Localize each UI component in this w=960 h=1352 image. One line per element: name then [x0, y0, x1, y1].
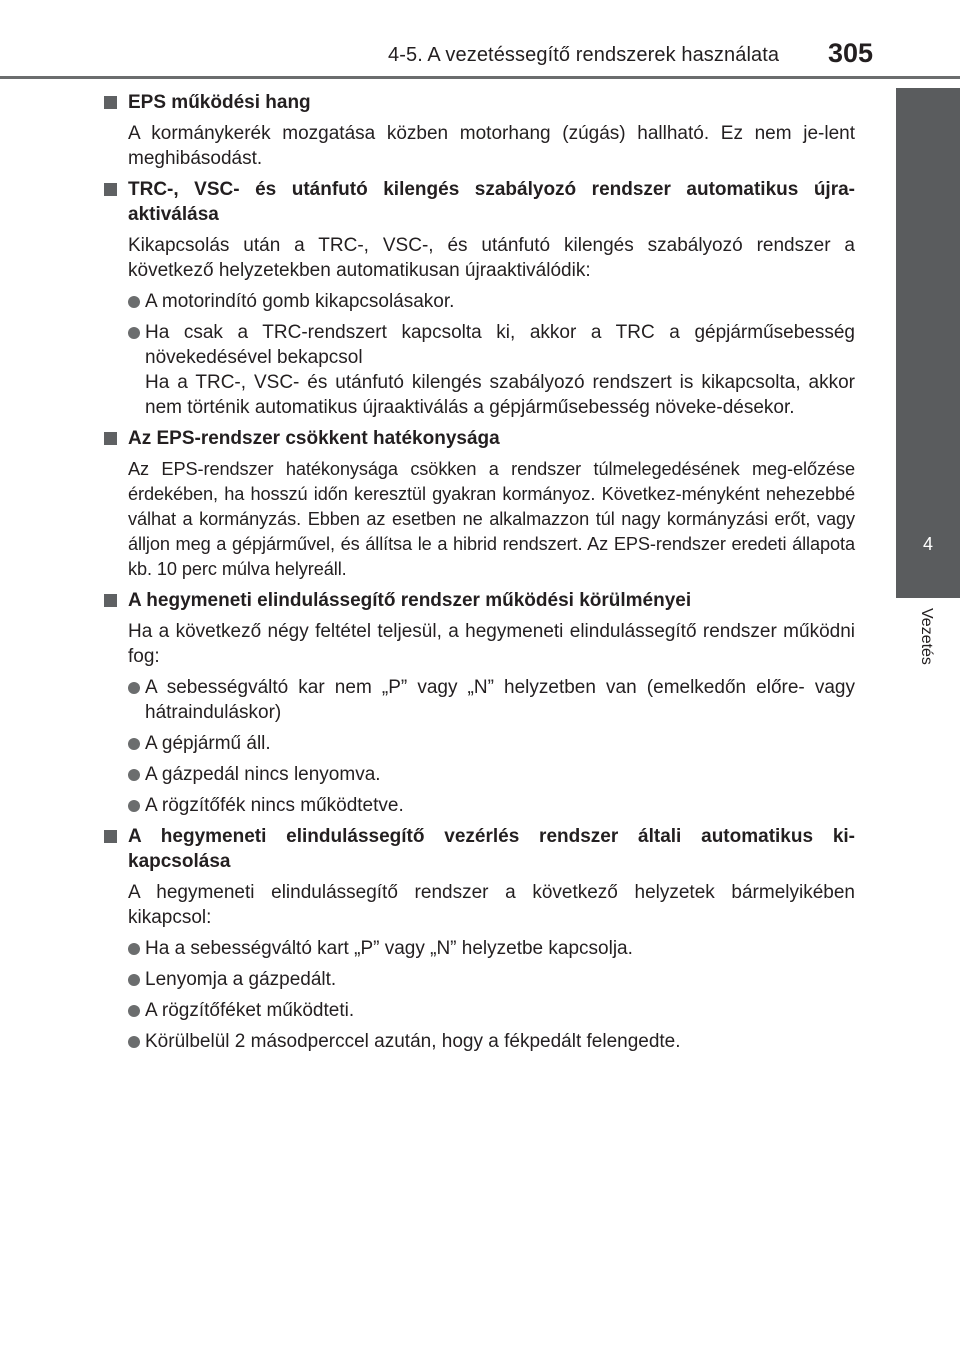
round-bullet-icon: [128, 738, 140, 750]
square-bullet-icon: [104, 432, 117, 445]
square-bullet-icon: [104, 830, 117, 843]
section-hill-start-auto-off: [100, 824, 855, 1054]
section-title: 4-5. A vezetéssegítő rendszerek használata: [388, 44, 780, 66]
side-tab-chapter-box: [896, 514, 960, 598]
header-divider: [0, 76, 960, 79]
list-item: Körülbelül 2 másodperccel azután, hogy a fékpedált felengedte.: [100, 1029, 855, 1054]
list-item: A sebességváltó kar nem „P” vagy „N” helyzetben van (emelkedőn előre- vagy hátrainduláskor): [100, 675, 855, 725]
chapter-number: 4: [922, 534, 933, 554]
list-item: A gépjármű áll.: [100, 731, 855, 756]
round-bullet-icon: [128, 1005, 140, 1017]
side-tab-bar: [896, 88, 960, 514]
square-bullet-icon: [104, 594, 117, 607]
round-bullet-icon: [128, 974, 140, 986]
list-item: A rögzítőféket működteti.: [100, 998, 855, 1023]
list-item: A gázpedál nincs lenyomva.: [100, 762, 855, 787]
section-heading: A hegymeneti elindulássegítő rendszer működési körülményei: [100, 588, 855, 613]
section-heading: Az EPS-rendszer csökkent hatékonysága: [100, 426, 855, 451]
page-number: 305: [828, 38, 874, 68]
list-item: Ha a sebességváltó kart „P” vagy „N” helyzetbe kapcsolja.: [100, 936, 855, 961]
round-bullet-icon: [128, 800, 140, 812]
section-heading: EPS működési hang: [100, 90, 855, 115]
round-bullet-icon: [128, 327, 140, 339]
list-item: Ha csak a TRC-rendszert kapcsolta ki, akkor a TRC a gépjárműsebesség növekedésével bekapcsol Ha a TRC-, VSC- és utánfutó kilengés szabályozó rendszert is kikapcsolta, akkor nem történik automatikus újraaktiválás a gépjárműsebesség növeke-désekor.: [100, 320, 855, 420]
square-bullet-icon: [104, 183, 117, 196]
section-body: Kikapcsolás után a TRC-, VSC-, és utánfutó kilengés szabályozó rendszer a következő helyzetekben automatikusan újraaktiválódik:: [128, 235, 855, 281]
square-bullet-icon: [104, 96, 117, 109]
section-hill-start-conditions: [100, 588, 855, 818]
round-bullet-icon: [128, 1036, 140, 1048]
page-body: [100, 90, 855, 1060]
list-item: Lenyomja a gázpedált.: [100, 967, 855, 992]
section-body: A hegymeneti elindulássegítő rendszer a következő helyzetek bármelyikében kikapcsol:: [128, 882, 855, 928]
list-item: A rögzítőfék nincs működtetve.: [100, 793, 855, 818]
section-body: Ha a következő négy feltétel teljesül, a hegymeneti elindulássegítő rendszer működni fog:: [128, 621, 855, 667]
section-trc-vsc-reactivation: [100, 177, 855, 420]
section-eps-sound: [100, 90, 855, 171]
section-heading: TRC-, VSC- és utánfutó kilengés szabályozó rendszer automatikus újra-aktiválása: [100, 177, 855, 227]
list-item: A motorindító gomb kikapcsolásakor.: [100, 289, 855, 314]
round-bullet-icon: [128, 769, 140, 781]
section-body: A kormánykerék mozgatása közben motorhang (zúgás) hallható. Ez nem je-lent meghibásodást.: [128, 123, 855, 169]
round-bullet-icon: [128, 682, 140, 694]
section-eps-reduced-efficiency: [100, 426, 855, 582]
section-heading: A hegymeneti elindulássegítő vezérlés rendszer általi automatikus ki-kapcsolása: [100, 824, 855, 874]
section-body: Az EPS-rendszer hatékonysága csökken a rendszer túlmelegedésének meg-előzése érdekében, ha hosszú időn keresztül gyakran kormányoz. Következ-ményként nehezebbé válhat a kormányzás. Ebben az esetben ne alkalmazzon túl nagy kormányzási erőt, vagy álljon meg a gépjárművel, és állítsa le a hibrid rendszert. Az EPS-rendszer eredeti állapota kb. 10 perc múlva helyreáll.: [128, 459, 855, 579]
round-bullet-icon: [128, 296, 140, 308]
chapter-label: Vezetés: [918, 608, 935, 665]
round-bullet-icon: [128, 943, 140, 955]
